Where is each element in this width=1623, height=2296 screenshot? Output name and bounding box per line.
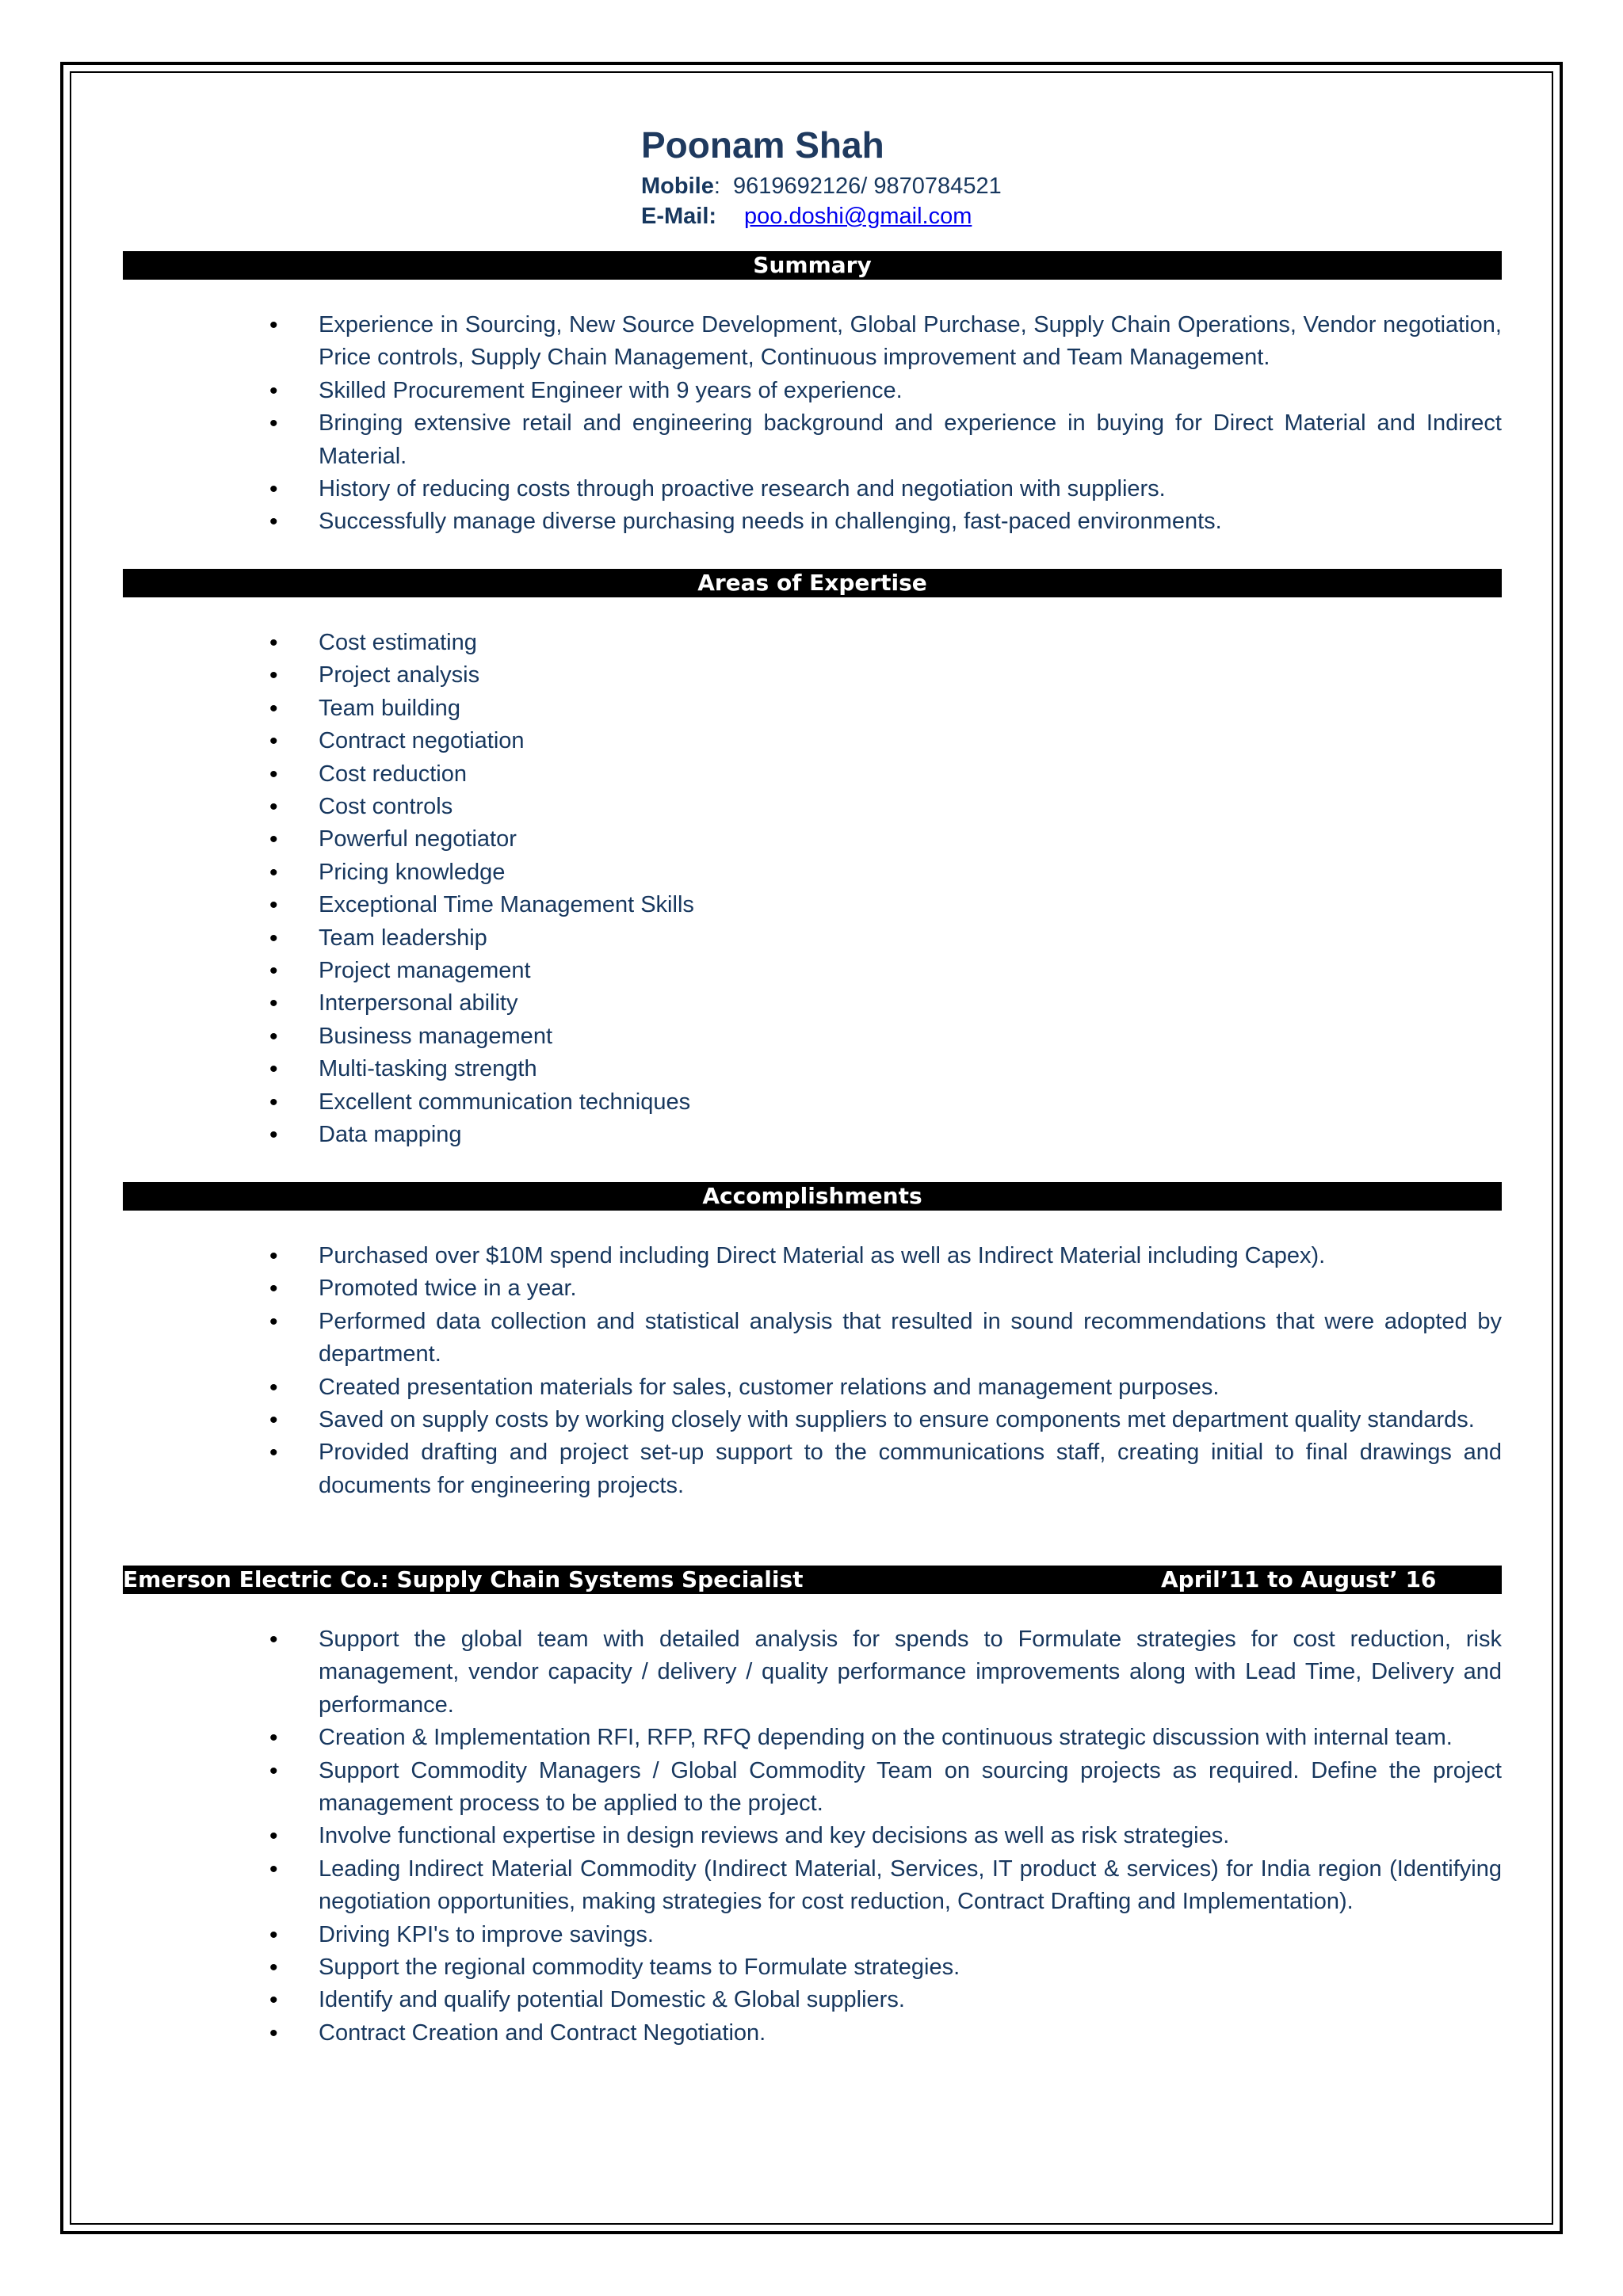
email-link[interactable]: poo.doshi@gmail.com <box>744 204 972 229</box>
mobile-value: 9619692126/ 9870784521 <box>733 174 1002 199</box>
summary-list <box>269 309 1502 539</box>
job-title: Emerson Electric Co.: Supply Chain Systems Specialist <box>123 1566 804 1592</box>
expertise-item: • Exceptional Time Management Skills <box>269 889 1502 921</box>
expertise-item: • Project management <box>269 955 1502 987</box>
summary-item: • Experience in Sourcing, New Source Development, Global Purchase, Supply Chain Operations, Vendor negotiation, Price controls, Supply Chain Management, Continuous improvement and Team Management. <box>269 309 1502 375</box>
expertise-list <box>269 627 1502 1152</box>
expertise-heading: Areas of Expertise <box>123 569 1502 597</box>
expertise-item: • Multi-tasking strength <box>269 1053 1502 1085</box>
mobile-label: Mobile <box>641 174 714 199</box>
job-duty-item: • Support the global team with detailed analysis for spends to Formulate strategies for cost reduction, risk management, vendor capacity / delivery / quality performance improvements along with Lead Time, Delivery and performance. <box>269 1623 1502 1722</box>
expertise-item: • Excellent communication techniques <box>269 1086 1502 1119</box>
expertise-item: • Data mapping <box>269 1119 1502 1151</box>
accomplishment-item: • Provided drafting and project set-up support to the communications staff, creating initial to final drawings and documents for engineering projects. <box>269 1436 1502 1502</box>
email-label: E-Mail: <box>641 204 717 229</box>
accomplishments-heading: Accomplishments <box>123 1182 1502 1211</box>
summary-item: • History of reducing costs through proactive research and negotiation with suppliers. <box>269 473 1502 505</box>
expertise-item: • Business management <box>269 1020 1502 1053</box>
accomplishment-item: • Created presentation materials for sales, customer relations and management purposes. <box>269 1371 1502 1404</box>
summary-item: • Successfully manage diverse purchasing needs in challenging, fast-paced environments. <box>269 505 1502 538</box>
summary-item: • Skilled Procurement Engineer with 9 years of experience. <box>269 375 1502 407</box>
accomplishment-item: • Performed data collection and statistical analysis that resulted in sound recommendations that were adopted by department. <box>269 1306 1502 1371</box>
expertise-item: • Pricing knowledge <box>269 856 1502 889</box>
job-duty-item: • Support the regional commodity teams to Formulate strategies. <box>269 1951 1502 1984</box>
email-row <box>641 201 1002 231</box>
job-duties-list <box>269 1623 1502 2050</box>
job-heading <box>123 1566 1502 1594</box>
job-duty-item: • Contract Creation and Contract Negotiation. <box>269 2017 1502 2050</box>
expertise-item: • Interpersonal ability <box>269 987 1502 1020</box>
job-duty-item: • Creation & Implementation RFI, RFP, RFQ depending on the continuous strategic discussion with internal team. <box>269 1722 1502 1754</box>
job-duty-item: • Driving KPI's to improve savings. <box>269 1919 1502 1951</box>
expertise-item: • Team building <box>269 692 1502 725</box>
mobile-row: Mobile: 9619692126/ 9870784521 <box>641 171 1002 201</box>
job-duty-item: • Leading Indirect Material Commodity (Indirect Material, Services, IT product & services) for India region (Identifying negotiation opportunities, making strategies for cost reduction, Contract Drafting and Implementation). <box>269 1853 1502 1919</box>
summary-item: • Bringing extensive retail and engineering background and experience in buying for Direct Material and Indirect Material. <box>269 407 1502 473</box>
job-dates: April’11 to August’ 16 <box>1161 1566 1437 1592</box>
resume-header <box>641 119 1002 231</box>
expertise-item: • Cost estimating <box>269 627 1502 659</box>
candidate-name: Poonam Shah <box>641 124 884 166</box>
expertise-item: • Team leadership <box>269 922 1502 955</box>
summary-heading: Summary <box>123 251 1502 280</box>
accomplishments-list <box>269 1240 1502 1502</box>
accomplishment-item: • Saved on supply costs by working closely with suppliers to ensure components met department quality standards. <box>269 1404 1502 1436</box>
expertise-item: • Powerful negotiator <box>269 823 1502 856</box>
accomplishment-item: • Promoted twice in a year. <box>269 1272 1502 1305</box>
job-duty-item: • Involve functional expertise in design reviews and key decisions as well as risk strategies. <box>269 1820 1502 1852</box>
expertise-item: • Cost controls <box>269 791 1502 823</box>
job-duty-item: • Identify and qualify potential Domestic & Global suppliers. <box>269 1984 1502 2016</box>
expertise-item: • Project analysis <box>269 659 1502 692</box>
expertise-item: • Contract negotiation <box>269 725 1502 757</box>
job-duty-item: • Support Commodity Managers / Global Commodity Team on sourcing projects as required. Define the project management process to be applied to the project. <box>269 1755 1502 1821</box>
expertise-item: • Cost reduction <box>269 758 1502 791</box>
accomplishment-item: • Purchased over $10M spend including Direct Material as well as Indirect Material including Capex). <box>269 1240 1502 1272</box>
